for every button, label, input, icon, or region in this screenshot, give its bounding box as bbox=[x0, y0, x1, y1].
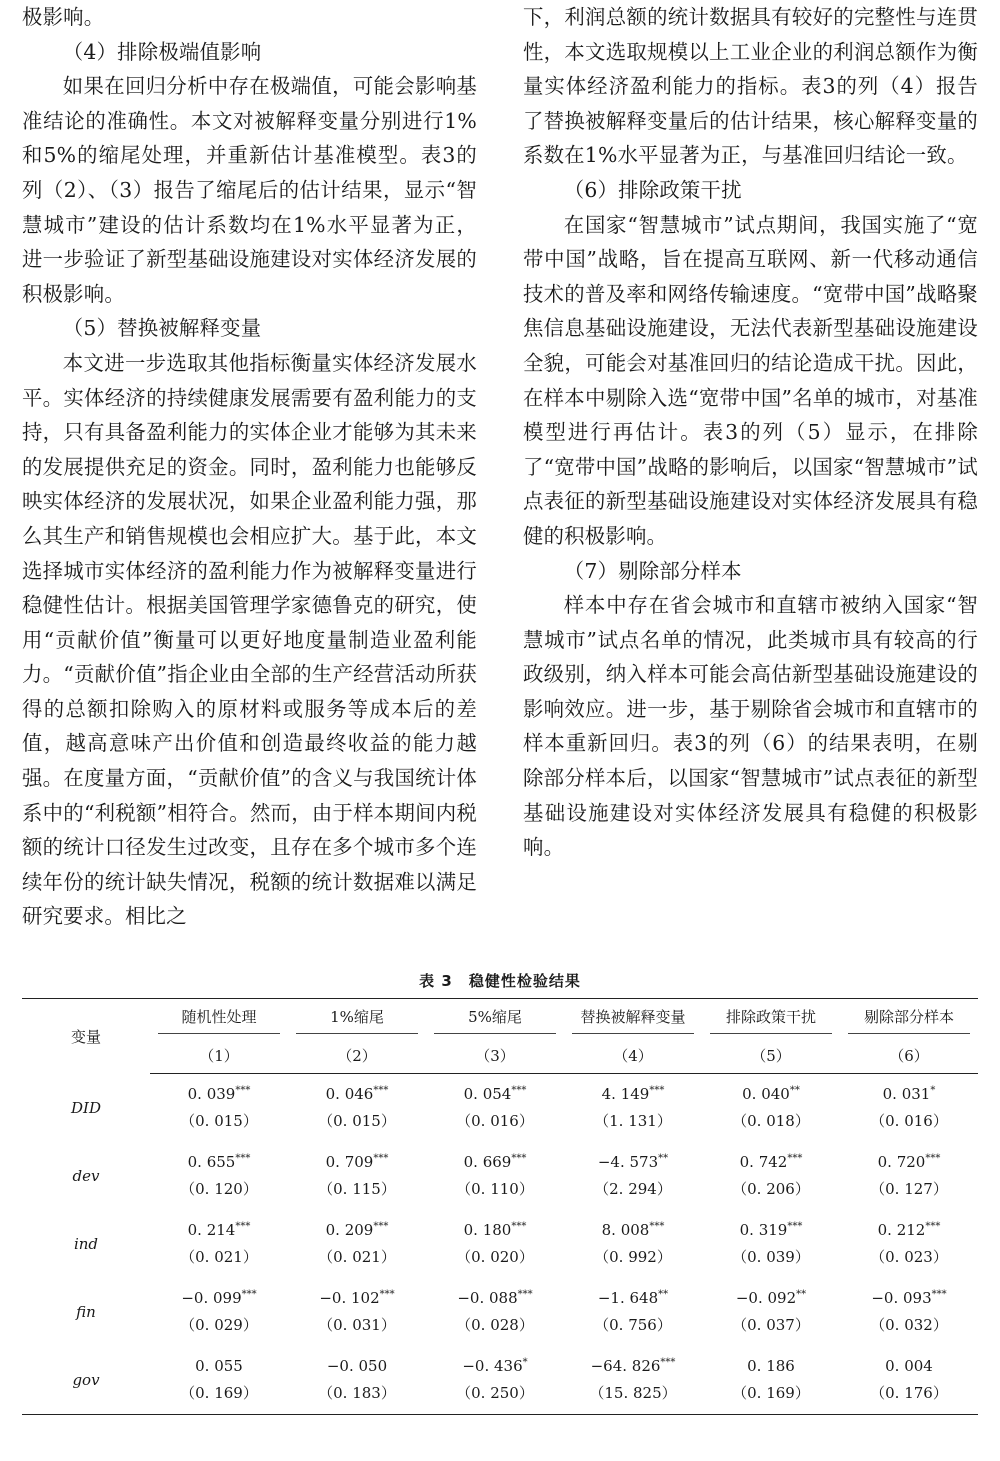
significance-stars: *** bbox=[649, 1221, 665, 1232]
left-column bbox=[22, 0, 477, 935]
coefficient bbox=[840, 1353, 978, 1380]
coefficient-value: 0. 709 bbox=[325, 1153, 374, 1171]
table-cell bbox=[840, 1278, 978, 1346]
significance-stars: *** bbox=[373, 1153, 389, 1164]
coefficient bbox=[840, 1285, 978, 1312]
coefficient bbox=[150, 1081, 288, 1108]
coefficient bbox=[702, 1285, 840, 1312]
coefficient-value: −0. 088 bbox=[457, 1289, 518, 1307]
significance-stars: *** bbox=[931, 1289, 947, 1300]
coefficient-value: 0. 742 bbox=[739, 1153, 788, 1171]
significance-stars: * bbox=[930, 1085, 936, 1096]
coefficient-value: −64. 826 bbox=[590, 1357, 661, 1375]
significance-stars: *** bbox=[517, 1289, 533, 1300]
table-cell bbox=[426, 1142, 564, 1210]
table-cell bbox=[426, 1278, 564, 1346]
standard-error: （0. 127） bbox=[870, 1180, 948, 1198]
table-cell bbox=[702, 1346, 840, 1415]
standard-error: （0. 169） bbox=[180, 1384, 258, 1402]
standard-error: （2. 294） bbox=[594, 1180, 672, 1198]
coefficient-value: 0. 040 bbox=[742, 1085, 790, 1103]
coefficient-value: 0. 214 bbox=[187, 1221, 236, 1239]
significance-stars: *** bbox=[235, 1085, 251, 1096]
table-cell bbox=[702, 1210, 840, 1278]
coefficient-value: 0. 669 bbox=[463, 1153, 512, 1171]
significance-stars: *** bbox=[787, 1153, 803, 1164]
coefficient bbox=[426, 1149, 564, 1176]
coefficient bbox=[288, 1353, 426, 1380]
standard-error: （0. 029） bbox=[180, 1316, 258, 1334]
variable-name: DID bbox=[71, 1098, 101, 1117]
robustness-table bbox=[22, 998, 978, 1415]
col-name-1: 随机性处理 bbox=[150, 999, 288, 1038]
table-row bbox=[22, 1210, 978, 1278]
coefficient-value: −0. 092 bbox=[735, 1289, 797, 1307]
section-heading-4: （4）排除极端值影响 bbox=[62, 39, 262, 64]
right-column bbox=[523, 0, 978, 935]
table-cell bbox=[564, 1346, 702, 1415]
table-cell bbox=[150, 1210, 288, 1278]
table-cell bbox=[288, 1142, 426, 1210]
significance-stars: *** bbox=[241, 1289, 257, 1300]
significance-stars: ** bbox=[658, 1289, 669, 1300]
significance-stars: ** bbox=[789, 1085, 800, 1096]
col-num-2: （2） bbox=[288, 1037, 426, 1074]
table-row bbox=[22, 1074, 978, 1143]
standard-error: （0. 756） bbox=[594, 1316, 672, 1334]
col-num-4: （4） bbox=[564, 1037, 702, 1074]
coefficient-value: 0. 031 bbox=[882, 1085, 931, 1103]
paragraph-replace-variable: 本文进一步选取其他指标衡量实体经济发展水平。实体经济的持续健康发展需要有盈利能力的支持，只有具备盈利能力的实体企业才能够为其未来的发展提供充足的资金。同时，盈利能力也能够反映实体经济的发展状况，如果企业盈利能力强，那么其生产和销售规模也会相应扩大。基于此，本文选择城市实体经济的盈利能力作为被解释变量进行稳健性估计。根据美国管理学家德鲁克的研究，使用“贡献价值”衡量可以更好地度量制造业盈利能力。“贡献价值”指企业由全部的生产经营活动所获得的总额扣除购入的原材料或服务等成本后的差值，越高意味产出价值和创造最终收益的能力越强。在度量方面，“贡献价值”的含义与我国统计体系中的“利税额”相符合。然而，由于样本期间内税额的统计口径发生过改变，且存在多个城市多个连续年份的统计缺失情况，税额的统计数据难以满足研究要求。相比之 bbox=[22, 350, 477, 929]
significance-stars: *** bbox=[660, 1357, 676, 1368]
robustness-table-block bbox=[22, 970, 978, 1415]
table-cell bbox=[426, 1346, 564, 1415]
coefficient-value: −0. 093 bbox=[871, 1289, 932, 1307]
coefficient bbox=[702, 1149, 840, 1176]
paragraph-replace-variable-cont: 下，利润总额的统计数据具有较好的完整性与连贯性，本文选取规模以上工业企业的利润总额作为衡量实体经济盈利能力的指标。表3的列（4）报告了替换被解释变量后的估计结果，核心解释变量的系数在1%水平显著为正，与基准回归结论一致。 bbox=[523, 5, 978, 168]
standard-error: （0. 023） bbox=[870, 1248, 948, 1266]
standard-error: （0. 021） bbox=[318, 1248, 396, 1266]
table-cell bbox=[840, 1210, 978, 1278]
coefficient-value: 0. 720 bbox=[877, 1153, 926, 1171]
significance-stars: *** bbox=[925, 1221, 941, 1232]
variable-name: ind bbox=[73, 1235, 99, 1253]
paragraph-policy-interference: 在国家“智慧城市”试点期间，我国实施了“宽带中国”战略，旨在提高互联网、新一代移动通信技术的普及率和网络传输速度。“宽带中国”战略聚焦信息基础设施建设，无法代表新型基础设施建设全貌，可能会对基准回归的结论造成干扰。因此，在样本中剔除入选“宽带中国”名单的城市，对基准模型进行再估计。表3的列（5）显示，在排除了“宽带中国”战略的影响后，以国家“智慧城市”试点表征的新型基础设施建设对实体经济发展具有稳健的积极影响。 bbox=[523, 212, 978, 548]
coefficient bbox=[426, 1081, 564, 1108]
var-header: 变量 bbox=[22, 999, 150, 1074]
standard-error: （0. 206） bbox=[732, 1180, 810, 1198]
significance-stars: *** bbox=[511, 1085, 527, 1096]
table-header-row bbox=[22, 999, 978, 1038]
table-number: 表 3 bbox=[419, 972, 453, 990]
table-cell bbox=[840, 1074, 978, 1143]
standard-error: （0. 176） bbox=[870, 1384, 948, 1402]
table-cell bbox=[426, 1074, 564, 1143]
coefficient bbox=[564, 1217, 702, 1244]
paragraph-continuation: 极影响。 bbox=[22, 5, 105, 29]
coefficient bbox=[150, 1149, 288, 1176]
table-cell bbox=[564, 1210, 702, 1278]
standard-error: （0. 037） bbox=[732, 1316, 810, 1334]
coefficient-value: −0. 050 bbox=[326, 1357, 388, 1375]
standard-error: （1. 131） bbox=[594, 1112, 672, 1130]
coefficient-value: 0. 186 bbox=[747, 1357, 795, 1375]
coefficient bbox=[840, 1149, 978, 1176]
col-num-1: （1） bbox=[150, 1037, 288, 1074]
significance-stars: *** bbox=[925, 1153, 941, 1164]
coefficient bbox=[702, 1353, 840, 1380]
section-heading-6: （6）排除政策干扰 bbox=[563, 177, 742, 202]
table-row bbox=[22, 1278, 978, 1346]
coefficient-value: 0. 054 bbox=[463, 1085, 512, 1103]
table-cell bbox=[426, 1210, 564, 1278]
table-row bbox=[22, 1142, 978, 1210]
standard-error: （0. 115） bbox=[318, 1180, 396, 1198]
coefficient bbox=[288, 1081, 426, 1108]
table-cell bbox=[150, 1074, 288, 1143]
standard-error: （15. 825） bbox=[589, 1384, 677, 1402]
table-cell bbox=[702, 1074, 840, 1143]
paragraph-extreme-values: 如果在回归分析中存在极端值，可能会影响基准结论的准确性。本文对被解释变量分别进行1%和5%的缩尾处理，并重新估计基准模型。表3的列（2）、（3）报告了缩尾后的估计结果，显示“智慧城市”建设的估计系数均在1%水平显著为正，进一步验证了新型基础设施建设对实体经济发展的积极影响。 bbox=[22, 74, 477, 306]
coefficient bbox=[288, 1217, 426, 1244]
significance-stars: ** bbox=[796, 1289, 807, 1300]
table-cell bbox=[702, 1278, 840, 1346]
table-cell bbox=[288, 1278, 426, 1346]
coefficient bbox=[150, 1217, 288, 1244]
coefficient bbox=[840, 1081, 978, 1108]
coefficient bbox=[288, 1149, 426, 1176]
coefficient-value: 8. 008 bbox=[601, 1221, 650, 1239]
col-name-3: 5%缩尾 bbox=[426, 999, 564, 1038]
variable-name: gov bbox=[22, 1346, 150, 1415]
table-cell bbox=[840, 1346, 978, 1415]
significance-stars: * bbox=[522, 1357, 528, 1368]
standard-error: （0. 120） bbox=[180, 1180, 258, 1198]
coefficient-value: −0. 436 bbox=[462, 1357, 523, 1375]
standard-error: （0. 250） bbox=[456, 1384, 534, 1402]
coefficient-value: 0. 004 bbox=[885, 1357, 933, 1375]
coefficient bbox=[564, 1149, 702, 1176]
coefficient bbox=[426, 1285, 564, 1312]
col-name-5: 排除政策干扰 bbox=[702, 999, 840, 1038]
significance-stars: *** bbox=[379, 1289, 395, 1300]
coefficient bbox=[564, 1081, 702, 1108]
significance-stars: *** bbox=[373, 1085, 389, 1096]
coefficient-value: 0. 039 bbox=[187, 1085, 236, 1103]
variable-name: fin bbox=[76, 1303, 96, 1321]
section-heading-5: （5）替换被解释变量 bbox=[62, 316, 262, 341]
coefficient-value: 4. 149 bbox=[601, 1085, 650, 1103]
col-name-4: 替换被解释变量 bbox=[564, 999, 702, 1038]
col-name-6: 剔除部分样本 bbox=[840, 999, 978, 1038]
table-cell bbox=[564, 1278, 702, 1346]
coefficient bbox=[150, 1353, 288, 1380]
coefficient bbox=[702, 1217, 840, 1244]
significance-stars: *** bbox=[511, 1221, 527, 1232]
coefficient-value: −4. 573 bbox=[597, 1153, 659, 1171]
standard-error: （0. 016） bbox=[456, 1112, 534, 1130]
col-num-5: （5） bbox=[702, 1037, 840, 1074]
coefficient bbox=[288, 1285, 426, 1312]
standard-error: （0. 992） bbox=[594, 1248, 672, 1266]
standard-error: （0. 110） bbox=[456, 1180, 534, 1198]
standard-error: （0. 020） bbox=[456, 1248, 534, 1266]
col-num-3: （3） bbox=[426, 1037, 564, 1074]
coefficient bbox=[702, 1081, 840, 1108]
standard-error: （0. 169） bbox=[732, 1384, 810, 1402]
significance-stars: ** bbox=[658, 1153, 669, 1164]
table-cell bbox=[150, 1142, 288, 1210]
table-title: 稳健性检验结果 bbox=[468, 972, 581, 990]
table-row bbox=[22, 1346, 978, 1415]
significance-stars: *** bbox=[235, 1221, 251, 1232]
coefficient-value: 0. 655 bbox=[187, 1153, 236, 1171]
table-cell bbox=[702, 1142, 840, 1210]
col-name-2: 1%缩尾 bbox=[288, 999, 426, 1038]
coefficient bbox=[564, 1353, 702, 1380]
table-colnum-row bbox=[22, 1037, 978, 1074]
two-column-body bbox=[22, 0, 978, 935]
coefficient bbox=[150, 1285, 288, 1312]
significance-stars: *** bbox=[787, 1221, 803, 1232]
variable-name: dev bbox=[72, 1167, 100, 1185]
standard-error: （0. 018） bbox=[732, 1112, 810, 1130]
table-cell bbox=[288, 1074, 426, 1143]
table-cell bbox=[150, 1278, 288, 1346]
coefficient-value: 0. 209 bbox=[325, 1221, 374, 1239]
coefficient bbox=[564, 1285, 702, 1312]
table-cell bbox=[564, 1074, 702, 1143]
coefficient bbox=[840, 1217, 978, 1244]
standard-error: （0. 016） bbox=[870, 1112, 948, 1130]
table-cell bbox=[564, 1142, 702, 1210]
significance-stars: *** bbox=[511, 1153, 527, 1164]
coefficient bbox=[426, 1353, 564, 1380]
table-caption bbox=[22, 970, 978, 992]
significance-stars: *** bbox=[373, 1221, 389, 1232]
table-cell bbox=[288, 1346, 426, 1415]
section-heading-7: （7）剔除部分样本 bbox=[563, 558, 742, 583]
standard-error: （0. 183） bbox=[318, 1384, 396, 1402]
significance-stars: *** bbox=[235, 1153, 251, 1164]
coefficient-value: 0. 319 bbox=[739, 1221, 788, 1239]
table-cell bbox=[150, 1346, 288, 1415]
paragraph-remove-samples: 样本中存在省会城市和直辖市被纳入国家“智慧城市”试点名单的情况，此类城市具有较高的行政级别，纳入样本可能会高估新型基础设施建设的影响效应。进一步，基于剔除省会城市和直辖市的样本重新回归。表3的列（6）的结果表明，在剔除部分样本后，以国家“智慧城市”试点表征的新型基础设施建设对实体经济发展具有稳健的积极影响。 bbox=[523, 593, 978, 860]
table-cell bbox=[840, 1142, 978, 1210]
standard-error: （0. 015） bbox=[318, 1112, 396, 1130]
standard-error: （0. 028） bbox=[456, 1316, 534, 1334]
coefficient-value: 0. 212 bbox=[877, 1221, 926, 1239]
coefficient-value: −1. 648 bbox=[597, 1289, 659, 1307]
coefficient-value: 0. 055 bbox=[195, 1357, 243, 1375]
standard-error: （0. 021） bbox=[180, 1248, 258, 1266]
standard-error: （0. 032） bbox=[870, 1316, 948, 1334]
significance-stars: *** bbox=[649, 1085, 665, 1096]
coefficient-value: −0. 102 bbox=[319, 1289, 380, 1307]
standard-error: （0. 015） bbox=[180, 1112, 258, 1130]
coefficient-value: 0. 046 bbox=[325, 1085, 374, 1103]
coefficient bbox=[426, 1217, 564, 1244]
standard-error: （0. 031） bbox=[318, 1316, 396, 1334]
standard-error: （0. 039） bbox=[732, 1248, 810, 1266]
col-num-6: （6） bbox=[840, 1037, 978, 1074]
table-cell bbox=[288, 1210, 426, 1278]
coefficient-value: 0. 180 bbox=[463, 1221, 512, 1239]
coefficient-value: −0. 099 bbox=[181, 1289, 242, 1307]
